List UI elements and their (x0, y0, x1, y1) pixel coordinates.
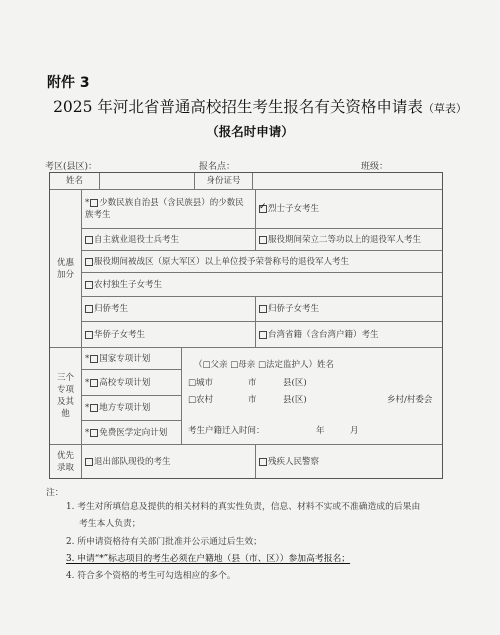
disabled-police-label: 残疾人民警察 (268, 456, 320, 467)
application-form-table (49, 172, 443, 479)
checkbox-taiwan[interactable] (259, 331, 267, 339)
rural-only-daughter-option[interactable] (82, 273, 442, 297)
class-label: 班级： (361, 162, 389, 172)
overseas-chinese-child-option[interactable] (82, 322, 256, 348)
form-title (40, 95, 480, 117)
checkbox-national-plan[interactable] (90, 355, 98, 363)
preferential-section-label (50, 190, 82, 348)
ethnic-option[interactable] (82, 190, 256, 229)
form-title-draft: （草表） (422, 102, 467, 115)
star-mark: * (85, 427, 90, 438)
site-label: 报名点： (199, 162, 236, 172)
city-unit-label: 市 (248, 378, 257, 388)
rural-option[interactable]: □农村 (188, 395, 214, 405)
name-field[interactable] (100, 173, 195, 190)
checkbox-ethnic[interactable] (90, 199, 98, 207)
special-plan-section-label (50, 348, 82, 445)
priority-section-label (50, 445, 82, 478)
note-4: 4. 符合多个资格的考生可勾选相应的多个。 (66, 571, 236, 581)
national-plan-label: 国家专项计划 (99, 353, 151, 364)
university-plan-option[interactable] (82, 370, 182, 396)
self-employed-vet-label: 自主就业退役士兵考生 (94, 234, 180, 245)
returned-overseas-child-label: 归侨子女考生 (268, 304, 320, 314)
checkbox-honor-vet[interactable] (85, 258, 93, 266)
checkbox-overseas-chinese-child[interactable] (85, 331, 93, 339)
checkbox-disabled-police[interactable] (259, 458, 267, 466)
star-mark: * (85, 377, 90, 388)
checkbox-rural-only-daughter[interactable] (85, 281, 93, 289)
city-option[interactable]: □城市 (188, 378, 214, 388)
self-employed-vet-option[interactable] (82, 229, 256, 251)
form-title-main: 2025 年河北省普通高校招生考生报名有关资格申请表 (53, 98, 423, 116)
hukou-time-label: 考生户籍迁入时间： (188, 426, 265, 436)
checkbox-local-plan[interactable] (90, 404, 98, 412)
priority-label-text: 优先录取 (56, 450, 74, 473)
county-label: 考区(县区)： (45, 162, 98, 172)
disabled-police-option[interactable] (256, 445, 442, 478)
martyr-label: 烈士子女考生 (268, 204, 320, 214)
rural-city-unit-label: 市 (248, 395, 257, 405)
medical-plan-label: 免费医学定向计划 (99, 427, 168, 438)
checkbox-martyr-checked[interactable] (259, 205, 267, 213)
retired-soldier-option[interactable] (82, 445, 256, 478)
ethnic-label: 少数民族自治县（含民族县）的少数民族考生 (85, 198, 244, 220)
village-unit-label: 乡村/村委会 (387, 395, 433, 405)
note-1-cont: 考生本人负责； (79, 519, 141, 529)
checkbox-returned-overseas-child[interactable] (259, 305, 267, 313)
local-plan-option[interactable] (82, 396, 182, 421)
star-mark: * (85, 353, 90, 364)
name-label: 姓名 (50, 173, 100, 190)
star-mark: * (85, 198, 90, 208)
local-plan-label: 地方专项计划 (99, 403, 151, 413)
preferential-label-text: 优惠加分 (56, 257, 74, 280)
checkbox-self-employed-vet[interactable] (85, 236, 93, 244)
note-1: 1. 考生对所填信息及提供的相关材料的真实性负责，信息、材料不实或不准确造成的后果由 (66, 502, 421, 512)
national-plan-option[interactable] (82, 348, 182, 370)
id-field[interactable] (253, 173, 442, 190)
special-plan-label-text: 三个专项及其他 (56, 373, 74, 419)
returned-overseas-child-option[interactable] (256, 297, 442, 322)
medical-plan-option[interactable] (82, 421, 182, 445)
county-unit-label: 县(区) (283, 378, 307, 388)
retired-soldier-label: 退出部队现役的考生 (94, 456, 171, 467)
checkbox-university-plan[interactable] (90, 379, 98, 387)
taiwan-label: 台湾省籍（含台湾户籍）考生 (268, 329, 379, 340)
notes-label: 注： (46, 488, 64, 498)
attachment-label: 附件 3 (47, 75, 90, 91)
rural-only-daughter-label: 农村独生子女考生 (94, 279, 163, 290)
checkbox-medical-plan[interactable] (90, 429, 98, 437)
honor-vet-label: 服役期间被战区（原大军区）以上单位授予荣誉称号的退役军人考生 (94, 256, 350, 267)
returned-overseas-label: 归侨考生 (94, 304, 129, 314)
university-plan-label: 高校专项计划 (99, 377, 151, 388)
overseas-chinese-child-label: 华侨子女考生 (94, 329, 146, 340)
martyr-option[interactable] (256, 190, 442, 229)
merit-vet-label: 服役期间荣立二等功以上的退役军人考生 (268, 234, 422, 245)
honor-vet-option[interactable] (82, 251, 442, 273)
returned-overseas-option[interactable] (82, 297, 256, 322)
guardian-line: （□父亲 □母亲 □法定监护人）姓名 (194, 360, 334, 370)
month-label: 月 (350, 426, 359, 436)
note-3: 3. 申请“*”标志项目的考生必须在户籍地（县（市、区））参加高考报名； (66, 554, 351, 564)
star-mark: * (85, 403, 90, 413)
form-subtitle: （报名时申请） (206, 124, 294, 139)
guardian-hukou-block (182, 348, 442, 445)
checkbox-returned-overseas[interactable] (85, 305, 93, 313)
year-label: 年 (316, 426, 325, 436)
checkbox-merit-vet[interactable] (259, 236, 267, 244)
id-label: 身份证号 (195, 173, 253, 190)
note-2: 2. 所申请资格待有关部门批准并公示通过后生效； (66, 537, 262, 547)
rural-county-unit-label: 县(区) (283, 395, 307, 405)
checkbox-retired-soldier[interactable] (85, 458, 93, 466)
merit-vet-option[interactable] (256, 229, 442, 251)
taiwan-option[interactable] (256, 322, 442, 348)
